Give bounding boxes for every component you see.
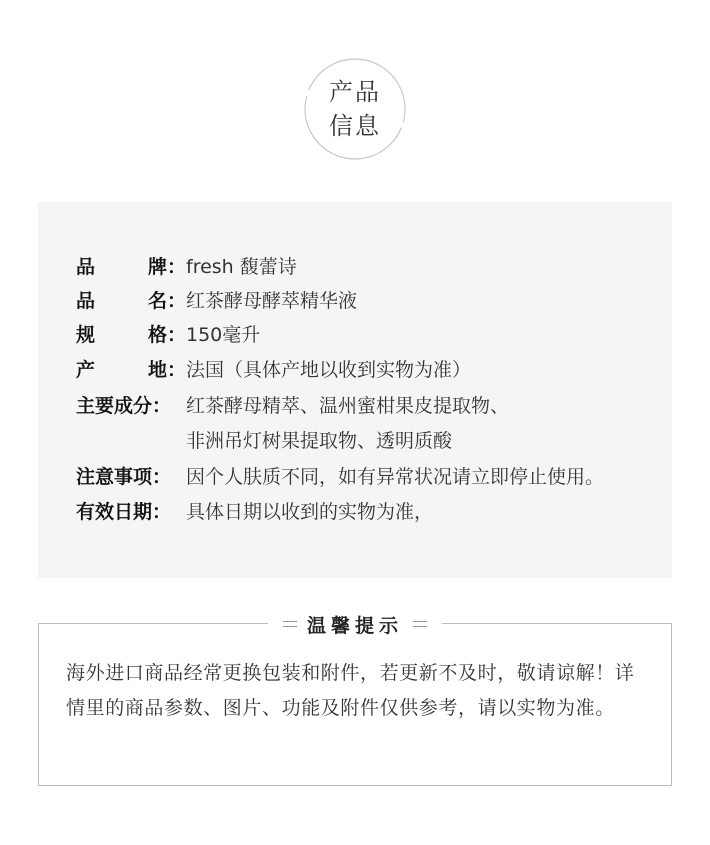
info-row-ingredients [76,393,509,419]
expiry-value: 具体日期以收到的实物为准， [186,501,434,523]
info-row-expiry [76,499,433,525]
notice-header [268,610,442,638]
info-label: 品 牌： [76,256,186,278]
badge-title-line1: 产品 [329,78,381,106]
info-row-name [76,288,357,314]
info-row-ingredients-cont [76,428,452,454]
info-label: 规 格： [76,324,186,346]
info-label: 品 名： [76,290,186,312]
spec-value: 150毫升 [186,324,261,346]
info-label: 有效日期： [76,501,172,523]
info-row-caution [76,464,604,490]
ingredients-value-cont: 非洲吊灯树果提取物、透明质酸 [186,430,453,452]
info-label: 主要成分： [76,395,172,417]
badge-circle-icon [303,55,407,163]
notice-title: 温馨提示 [306,614,403,637]
origin-value: 法国（具体产地以收到实物为准） [186,359,472,381]
info-row-spec [76,322,260,348]
info-label: 产 地： [76,359,186,381]
notice-text: 海外进口商品经常更换包装和附件，若更新不及时，敬请谅解！详情里的商品参数、图片、功能及附件仅供参考，请以实物为准。 [66,662,635,719]
equals-icon [413,621,427,627]
info-label: 注意事项： [76,466,172,488]
badge-title-line2: 信息 [329,112,381,140]
info-row-brand [76,254,297,280]
product-info-panel [38,202,672,578]
caution-value: 因个人肤质不同，如有异常状况请立即停止使用。 [186,466,605,488]
info-row-origin [76,357,471,383]
product-name-value: 红茶酵母酵萃精华液 [186,290,358,312]
product-info-badge [303,55,407,163]
equals-icon [283,621,297,627]
brand-value: fresh 馥蕾诗 [186,256,297,278]
ingredients-value: 红茶酵母精萃、温州蜜柑果皮提取物、 [186,395,510,417]
